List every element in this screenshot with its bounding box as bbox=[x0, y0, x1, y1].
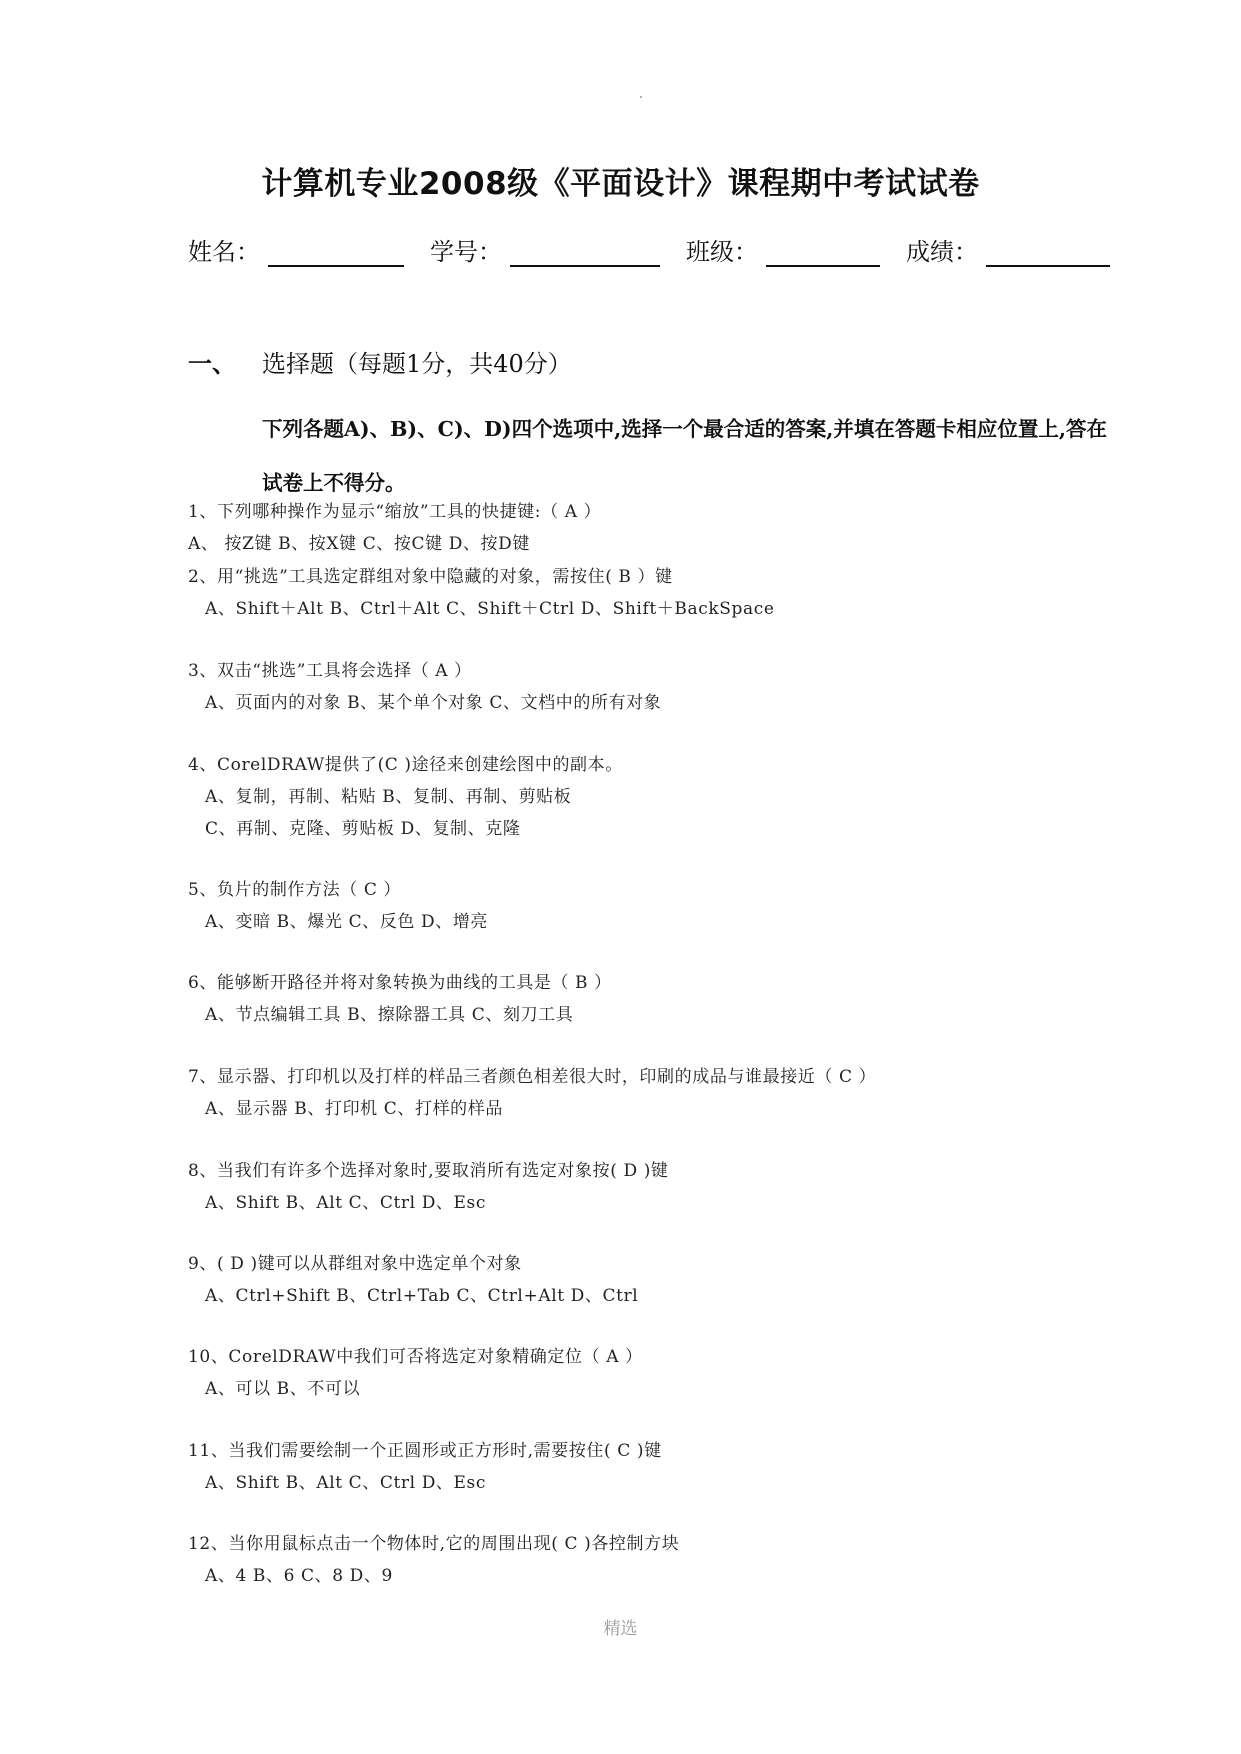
question-options: A、可以 B、不可以 bbox=[205, 1379, 361, 1399]
exam-title: 计算机专业2008级《平面设计》课程期中考试试卷 bbox=[261, 166, 980, 202]
class-field bbox=[686, 232, 880, 267]
score-field bbox=[906, 232, 1110, 267]
question-text: 4、CorelDRAW提供了(C )途径来创建绘图中的副本。 bbox=[188, 755, 623, 775]
student-id-blank-line[interactable] bbox=[510, 241, 660, 267]
question-text: 1、下列哪种操作为显示“缩放”工具的快捷键:（ A ） bbox=[188, 502, 602, 522]
question-options: A、Shift B、Alt C、Ctrl D、Esc bbox=[205, 1473, 486, 1493]
question-text: 9、( D )键可以从群组对象中选定单个对象 bbox=[188, 1254, 522, 1274]
question-options: A、变暗 B、爆光 C、反色 D、增亮 bbox=[205, 912, 489, 932]
section-instruction: 下列各题A)、B)、C)、D)四个选项中,选择一个最合适的答案,并填在答题卡相应位置上,答在试卷上不得分。 bbox=[262, 417, 1108, 495]
question-text: 11、当我们需要绘制一个正圆形或正方形时,需要按住( C )键 bbox=[188, 1441, 662, 1461]
name-blank-line[interactable] bbox=[268, 241, 404, 267]
question-options: C、再制、克隆、剪贴板 D、复制、克隆 bbox=[205, 819, 521, 839]
question-text: 8、当我们有许多个选择对象时,要取消所有选定对象按( D )键 bbox=[188, 1161, 669, 1181]
score-blank-line[interactable] bbox=[986, 241, 1110, 267]
question-options: A、Ctrl+Shift B、Ctrl+Tab C、Ctrl+Alt D、Ctrl bbox=[205, 1286, 639, 1306]
top-dot-mark bbox=[640, 96, 642, 98]
section-number: 一、 bbox=[188, 349, 236, 378]
footer-label: 精选 bbox=[603, 1619, 638, 1639]
question-options: A、节点编辑工具 B、擦除器工具 C、刻刀工具 bbox=[205, 1005, 574, 1025]
question-options: A、4 B、6 C、8 D、9 bbox=[205, 1566, 393, 1586]
question-options: A、页面内的对象 B、某个单个对象 C、文档中的所有对象 bbox=[205, 693, 662, 713]
class-blank-line[interactable] bbox=[766, 241, 880, 267]
question-text: 12、当你用鼠标点击一个物体时,它的周围出现( C )各控制方块 bbox=[188, 1534, 680, 1554]
question-options: A、显示器 B、打印机 C、打样的样品 bbox=[205, 1099, 503, 1119]
question-text: 2、用“挑选”工具选定群组对象中隐藏的对象，需按住( B ）键 bbox=[188, 567, 673, 587]
question-options: A、Shift＋Alt B、Ctrl＋Alt C、Shift＋Ctrl D、Shift＋BackSpace bbox=[205, 599, 775, 619]
student-id-field bbox=[430, 232, 660, 267]
question-text: 7、显示器、打印机以及打样的样品三者颜色相差很大时，印刷的成品与谁最接近（ C ） bbox=[188, 1067, 877, 1087]
student-id-label: 学号： bbox=[430, 238, 502, 266]
class-label: 班级： bbox=[686, 238, 758, 266]
question-options: A、Shift B、Alt C、Ctrl D、Esc bbox=[205, 1193, 486, 1213]
question-text: 10、CorelDRAW中我们可否将选定对象精确定位（ A ） bbox=[188, 1347, 643, 1367]
student-info-row bbox=[188, 232, 1136, 267]
question-text: 6、能够断开路径并将对象转换为曲线的工具是（ B ） bbox=[188, 973, 612, 993]
score-label: 成绩： bbox=[906, 238, 978, 266]
name-field bbox=[188, 232, 404, 267]
question-options: A、复制，再制、粘贴 B、复制、再制、剪贴板 bbox=[205, 787, 572, 807]
question-options: A、 按Z键 B、按X键 C、按C键 D、按D键 bbox=[188, 534, 530, 554]
question-text: 3、双击“挑选”工具将会选择（ A ） bbox=[188, 661, 472, 681]
name-label: 姓名： bbox=[188, 238, 260, 266]
section-heading bbox=[188, 344, 572, 379]
section-title: 选择题（每题1分，共40分） bbox=[262, 350, 572, 378]
question-text: 5、负片的制作方法（ C ） bbox=[188, 880, 402, 900]
